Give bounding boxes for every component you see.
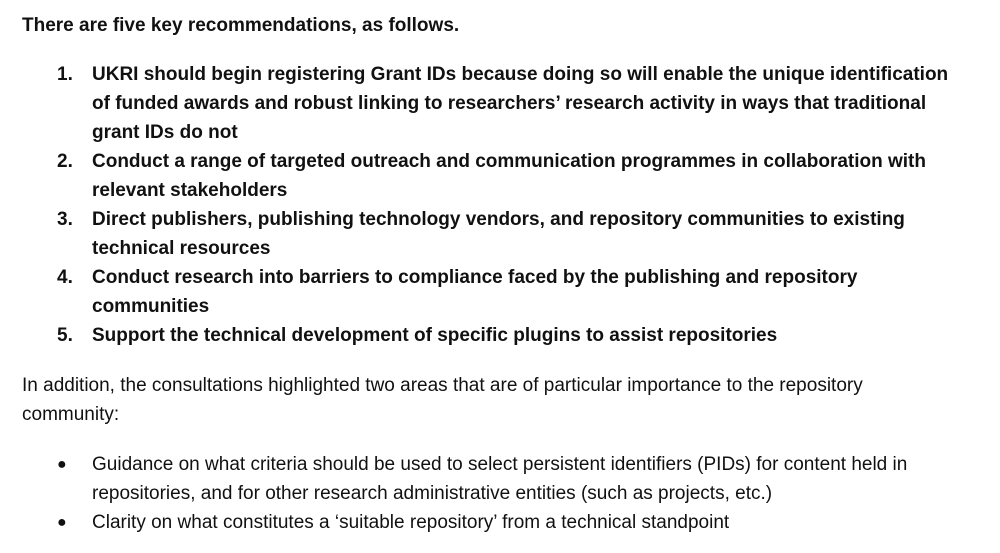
list-item-text: Direct publishers, publishing technology vendors, and repository communities to existing technical resources [92, 209, 905, 259]
list-item-text: Support the technical development of specific plugins to assist repositories [92, 325, 778, 346]
list-item [22, 60, 962, 147]
list-item [22, 508, 962, 537]
list-number: 4. [57, 267, 73, 288]
addition-paragraph: In addition, the consultations highlighted two areas that are of particular importance to the repository community: [22, 375, 863, 425]
list-item [22, 321, 962, 350]
list-item-text: UKRI should begin registering Grant IDs because doing so will enable the unique identification of funded awards and robust linking to researchers’ research activity in ways that traditional grant IDs do not [92, 64, 949, 143]
list-item-text: Guidance on what criteria should be used to select persistent identifiers (PIDs) for content held in repositories, and for other research administrative entities (such as projects, etc.) [92, 454, 908, 504]
list-item [22, 450, 962, 508]
list-item-text: Clarity on what constitutes a ‘suitable repository’ from a technical standpoint [92, 512, 730, 533]
bullet-icon: ● [57, 514, 67, 531]
intro-heading: There are five key recommendations, as follows. [22, 15, 460, 36]
areas-list [22, 450, 962, 537]
list-item [22, 147, 962, 205]
list-item [22, 205, 962, 263]
list-number: 3. [57, 209, 73, 230]
list-item-text: Conduct research into barriers to compliance faced by the publishing and repository communities [92, 267, 858, 317]
list-number: 2. [57, 151, 73, 172]
list-item [22, 263, 962, 321]
recommendations-list [22, 60, 962, 350]
list-number: 5. [57, 325, 73, 346]
list-item-text: Conduct a range of targeted outreach and communication programmes in collaboration with relevant stakeholders [92, 151, 926, 201]
bullet-icon: ● [57, 456, 67, 473]
list-number: 1. [57, 64, 73, 85]
